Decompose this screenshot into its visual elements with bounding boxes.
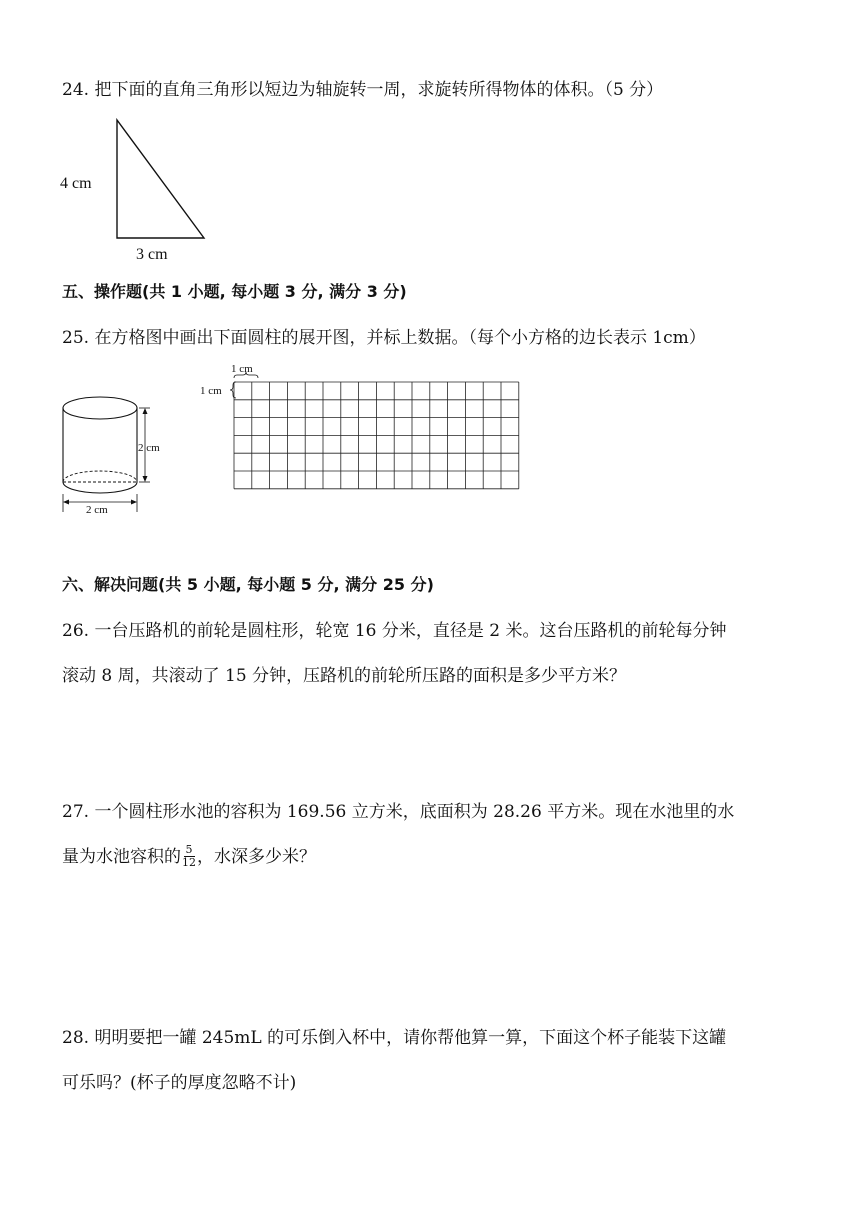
cylinder-diameter-label: 2 cm (86, 504, 108, 516)
q27-fraction-numerator: 5 (185, 843, 193, 856)
triangle-base-label: 3 cm (136, 246, 168, 263)
grid-lines (234, 382, 519, 489)
cylinder-bottom-back (63, 471, 137, 482)
q28-line1: 28. 明明要把一罐 245mL 的可乐倒入杯中，请你帮他算一算，下面这个杯子能装下这罐 (62, 1028, 727, 1048)
q27-line2 (62, 845, 316, 870)
grid-col-label: 1 cm (231, 363, 253, 375)
triangle-height-label: 4 cm (60, 175, 92, 192)
q27-fraction-denominator: 12 (182, 856, 196, 869)
q25-text: 25. 在方格图中画出下面圆柱的展开图，并标上数据。（每个小方格的边长表示 1cm） (62, 328, 706, 348)
cylinder-bottom-front (63, 482, 137, 493)
cylinder-figure (56, 394, 176, 516)
cylinder-height-label: 2 cm (138, 442, 160, 454)
right-triangle-figure (58, 112, 218, 264)
q28-line2: 可乐吗？(杯子的厚度忽略不计) (62, 1073, 297, 1093)
diameter-arrow-right (131, 500, 137, 505)
q27-line2-before: 量为水池容积的 (62, 847, 181, 867)
height-arrow-up (143, 408, 148, 414)
grid-row-label: 1 cm (200, 385, 222, 397)
q26-line1: 26. 一台压路机的前轮是圆柱形，轮宽 16 分米，直径是 2 米。这台压路机的前轮每分钟 (62, 621, 727, 641)
q24-text: 24. 把下面的直角三角形以短边为轴旋转一周，求旋转所得物体的体积。（5 分） (62, 80, 664, 100)
section5-heading: 五、操作题(共 1 小题, 每小题 3 分, 满分 3 分) (62, 282, 407, 301)
height-arrow-down (143, 476, 148, 482)
q27-line1: 27. 一个圆柱形水池的容积为 169.56 立方米，底面积为 28.26 平方米。现在水池里的水 (62, 802, 735, 822)
q27-line2-after: ，水深多少米？ (197, 847, 316, 867)
grid-row-brace (230, 382, 236, 398)
section6-heading: 六、解决问题(共 5 小题, 每小题 5 分, 满分 25 分) (62, 575, 434, 594)
grid-figure (196, 362, 526, 502)
q26-line2: 滚动 8 周，共滚动了 15 分钟，压路机的前轮所压路的面积是多少平方米？ (62, 666, 627, 686)
diameter-arrow-left (63, 500, 69, 505)
q27-fraction (182, 844, 196, 869)
cylinder-top (63, 397, 137, 419)
right-triangle (117, 120, 204, 238)
